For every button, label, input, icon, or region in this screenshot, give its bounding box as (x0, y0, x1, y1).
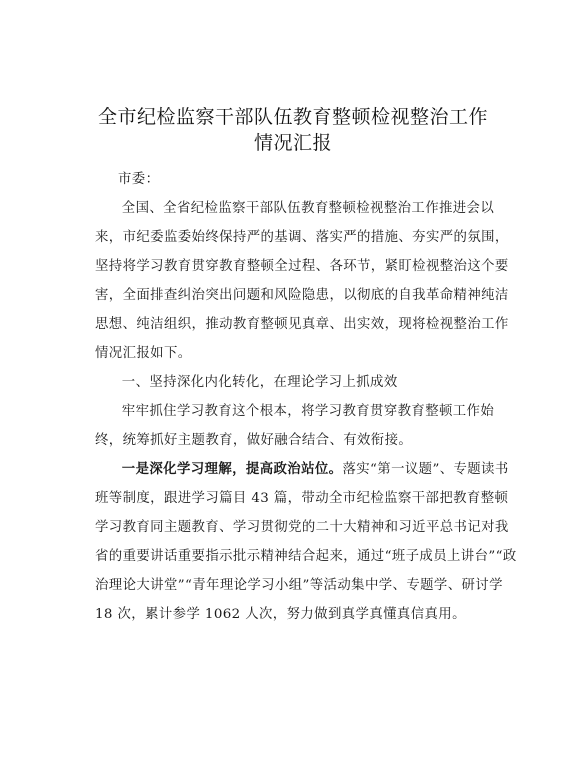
paragraph-section-1: 牢牢抓住学习教育这个根本，将学习教育贯穿教育整顿工作始终，统筹抓好主题教育，做好融合结合、有效衔接。 (95, 404, 495, 448)
point-1-lead: 一是深化学习理解，提高政治站位。 (121, 461, 343, 477)
salutation: 市委： (118, 172, 160, 187)
document-title-line-1: 全市纪检监察干部队伍教育整顿检视整治工作 (97, 106, 488, 128)
paragraph-point-1 (95, 455, 519, 629)
point-1-body: 落实“第一议题”、专题读书班等制度，跟进学习篇目 43 篇，带动全市纪检监察干部把教育整顿学习教育同主题教育、学习贯彻党的二十大精神和习近平总书记对我省的重要讲话重要指示批示精神结合起来，通过“班子成员上讲台”“政治理论大讲堂”“青年理论学习小组”等活动集中学、专题学、研讨学 18 次，累计参学 1062 人次，努力做到真学真懂真信真用。 (95, 462, 517, 622)
document-title-line-2: 情况汇报 (253, 132, 332, 154)
section-heading-1: 一、坚持深化内化转化，在理论学习上抓成效 (121, 375, 398, 390)
paragraph-intro: 全国、全省纪检监察干部队伍教育整顿检视整治工作推进会以来，市纪委监委始终保持严的基调、落实严的措施、夯实严的氛围，坚持将学习教育贯穿教育整顿全过程、各环节，紧盯检视整治这个要害，全面排查纠治突出问题和风险隐患，以彻底的自我革命精神纯洁思想、纯洁组织，推动教育整顿见真章、出实效，现将检视整治工作情况汇报如下。 (95, 201, 509, 361)
